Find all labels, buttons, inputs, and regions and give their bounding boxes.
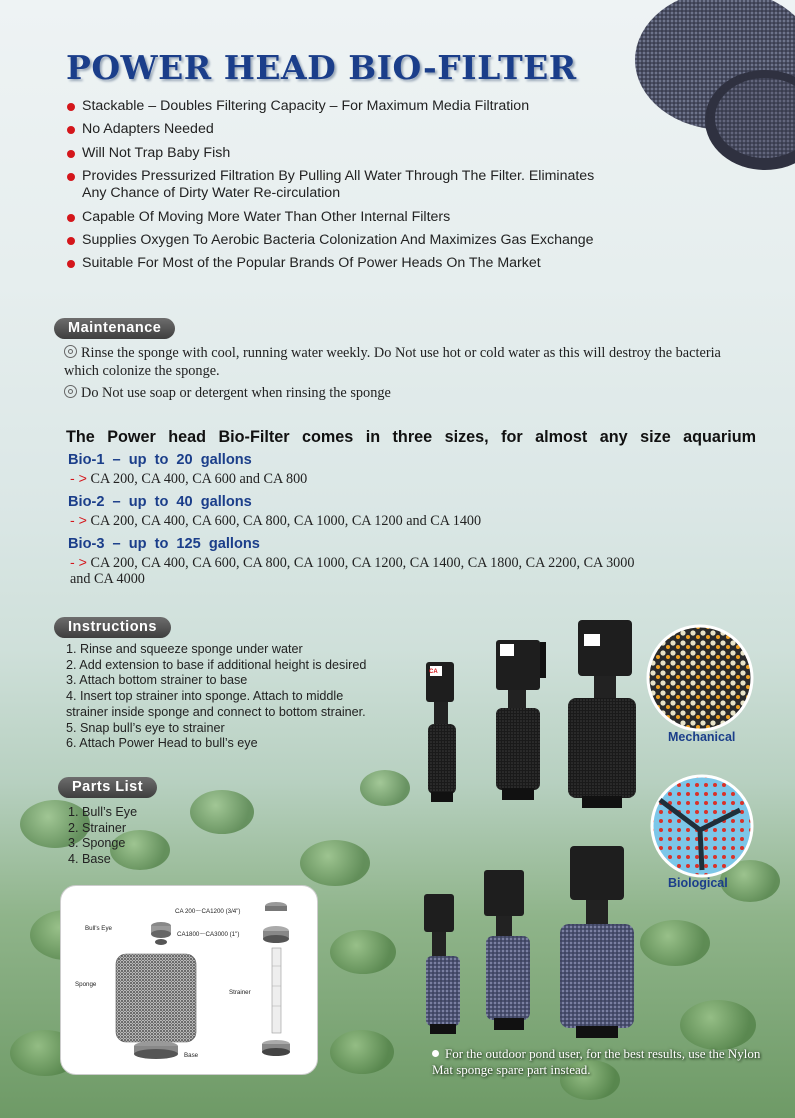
bulls-eye-label: Bull's Eye [85, 925, 112, 932]
instruction-list [66, 642, 396, 752]
sponge-label: Sponge [75, 981, 97, 988]
part-item: 3. Sponge [68, 836, 126, 851]
maintenance-item: Rinse the sponge with cool, running water weekly. Do Not use hot or cold water as this will destroy the bacteria which colonize the sponge. [64, 345, 721, 379]
double-circle-icon [64, 385, 77, 398]
feature-item: Will Not Trap Baby Fish [66, 145, 706, 163]
bullet-dot-icon [67, 260, 75, 268]
instruction-step: 2. Add extension to base if additional height is desired [66, 657, 367, 672]
bio-size-models: - > CA 200, CA 400, CA 600 and CA 800 [70, 471, 308, 487]
bullet-dot-icon [67, 173, 75, 181]
parts-diagram [60, 885, 318, 1075]
arrow-icon: - > [70, 555, 87, 571]
instruction-step: 1. Rinse and squeeze sponge under water [66, 642, 303, 656]
bio-size-title: Bio-2 – up to 40 gallons [68, 494, 252, 510]
base-label: Base [184, 1052, 199, 1059]
bullet-dot-icon [67, 214, 75, 222]
part-item: 1. Bull’s Eye [68, 805, 138, 819]
sizes-heading: The Power head Bio-Filter comes in three sizes, for almost any size aquarium [66, 428, 756, 446]
bio-size-title: Bio-3 – up to 125 gallons [68, 536, 260, 552]
part-item: 4. Base [68, 851, 111, 866]
feature-list [66, 98, 706, 279]
bullet-dot-icon [67, 237, 75, 245]
mechanical-label: Mechanical [668, 730, 736, 744]
part-item: 2. Strainer [68, 820, 127, 835]
arrow-icon: - > [70, 513, 87, 529]
instruction-step: 3. Attach bottom strainer to base [66, 673, 248, 688]
instructions-heading: Instructions [54, 617, 171, 638]
bullet-dot-icon [432, 1050, 439, 1057]
bullet-dot-icon [67, 126, 75, 134]
strainer-label: Strainer [229, 989, 251, 996]
feature-item: Supplies Oxygen To Aerobic Bacteria Colonization And Maximizes Gas Exchange [66, 232, 706, 250]
bio-size-models: - > CA 200, CA 400, CA 600, CA 800, CA 1000, CA 1200, CA 1400, CA 1800, CA 2200, CA 3000 and CA 4000 [70, 555, 635, 587]
bullet-dot-icon [67, 103, 75, 111]
ca-small-label: CA 200～CA1200 (3/4") [175, 908, 241, 915]
biological-label: Biological [668, 876, 728, 890]
black-sponge-filters-photo [418, 612, 668, 817]
arrow-icon: - > [70, 471, 87, 487]
page-title: POWER HEAD BIO-FILTER [66, 48, 577, 87]
magnified-views [640, 620, 760, 890]
feature-item: No Adapters Needed [66, 121, 706, 139]
ca-large-label: CA1800～CA3000 (1") [177, 931, 240, 938]
instruction-step: 6. Attach Power Head to bull’s eye [66, 736, 258, 751]
feature-item: Provides Pressurized Filtration By Pulling All Water Through The Filter. Eliminates Any Chance of Dirty Water Re-circulation [66, 168, 602, 203]
instruction-step: 5. Snap bull’s eye to strainer [66, 720, 225, 735]
maintenance-item: Do Not use soap or detergent when rinsing the sponge [64, 384, 724, 402]
bullet-dot-icon [67, 150, 75, 158]
bio-size-title: Bio-1 – up to 20 gallons [68, 452, 252, 468]
instruction-step: 4. Insert top strainer into sponge. Attach to middle strainer inside sponge and connect to bottom strainer. [66, 689, 366, 719]
unit-badge: CA [429, 669, 438, 675]
pond-note: For the outdoor pond user, for the best results, use the Nylon Mat sponge spare part instead. [432, 1046, 761, 1077]
maintenance-heading: Maintenance [54, 318, 175, 339]
parts-list-heading: Parts List [58, 777, 157, 798]
feature-item: Capable Of Moving More Water Than Other Internal Filters [66, 209, 706, 227]
parts-list [68, 805, 137, 867]
bio-size-models: - > CA 200, CA 400, CA 600, CA 800, CA 1000, CA 1200 and CA 1400 [70, 513, 482, 529]
feature-item: Suitable For Most of the Popular Brands Of Power Heads On The Market [66, 255, 706, 273]
nylon-mat-filters-photo [418, 842, 638, 1042]
double-circle-icon [64, 345, 77, 358]
feature-item: Stackable – Doubles Filtering Capacity – For Maximum Media Filtration [66, 98, 706, 116]
